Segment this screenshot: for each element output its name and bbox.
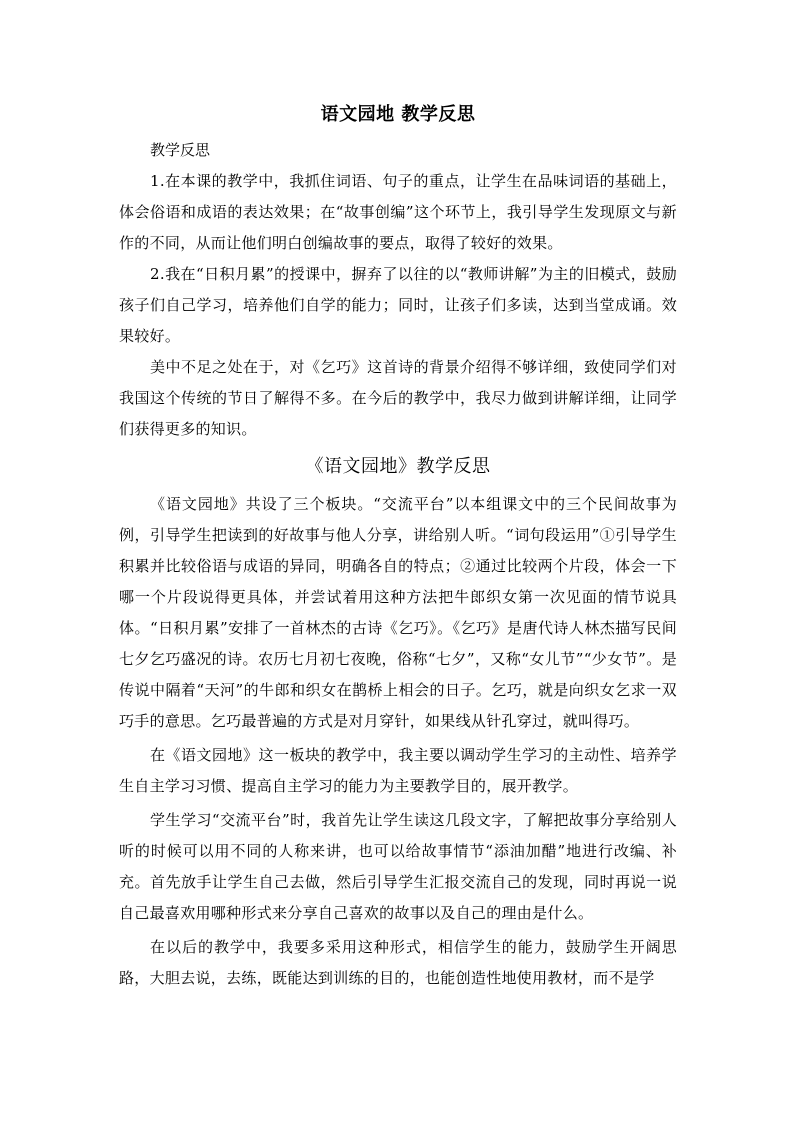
paragraph: 《语文园地》共设了三个板块。“交流平台”以本组课文中的三个民间故事为例，引导学生把读到的好故事与他人分享，讲给别人听。“词句段运用”①引导学生积累并比较俗语与成语的异同，明确各自的特点；②通过比较两个片段，体会一下哪一个片段说得更具体，并尝试着用这种方法把牛郎织女第一次见面的情节说具体。“日积月累”安排了一首林杰的古诗《乞巧》。《乞巧》是唐代诗人林杰描写民间七夕乞巧盛况的诗。农历七月初七夜晚，俗称“七夕”，又称“女儿节”“少女节”。是传说中隔着“天河”的牛郎和织女在鹊桥上相会的日子。乞巧，就是向织女乞求一双巧手的意思。乞巧最普遍的方式是对月穿针，如果线从针孔穿过，就叫得巧。 [119,495,677,730]
paragraph: 在以后的教学中，我要多采用这种形式，相信学生的能力，鼓励学生开阔思路，大胆去说，去练，既能达到训练的目的，也能创造性地使用教材，而不是学 [119,938,677,987]
paragraph: 1.在本课的教学中，我抓住词语、句子的重点，让学生在品味词语的基础上，体会俗语和成语的表达效果；在“故事创编”这个环节上，我引导学生发现原文与新作的不同，从而让他们明白创编故事的要点，取得了较好的效果。 [119,172,677,252]
document-body [119,96,677,994]
paragraph: 学生学习“交流平台”时，我首先让学生读这几段文字，了解把故事分享给别人听的时候可以用不同的人称来讲，也可以给故事情节“添油加醋”地进行改编、补充。首先放手让学生自己去做，然后引导学生汇报交流自己的发现，同时再说一说自己最喜欢用哪种形式来分享自己喜欢的故事以及自己的理由是什么。 [119,811,677,922]
paragraph: 美中不足之处在于，对《乞巧》这首诗的背景介绍得不够详细，致使同学们对我国这个传统的节日了解得不多。在今后的教学中，我尽力做到讲解详细，让同学们获得更多的知识。 [119,358,677,438]
paragraph: 2.我在“日积月累”的授课中，摒弃了以往的以“教师讲解”为主的旧模式，鼓励孩子们自己学习，培养他们自学的能力；同时，让孩子们多读，达到当堂成诵。效果较好。 [119,265,677,345]
section-label: 教学反思 [150,141,211,159]
paragraph: 在《语文园地》这一板块的教学中，我主要以调动学生学习的主动性、培养学生自主学习习惯、提高自主学习的能力为主要教学目的，展开教学。 [119,746,677,795]
section-title: 《语文园地》教学反思 [305,456,491,477]
section-title: 语文园地 教学反思 [320,104,476,125]
